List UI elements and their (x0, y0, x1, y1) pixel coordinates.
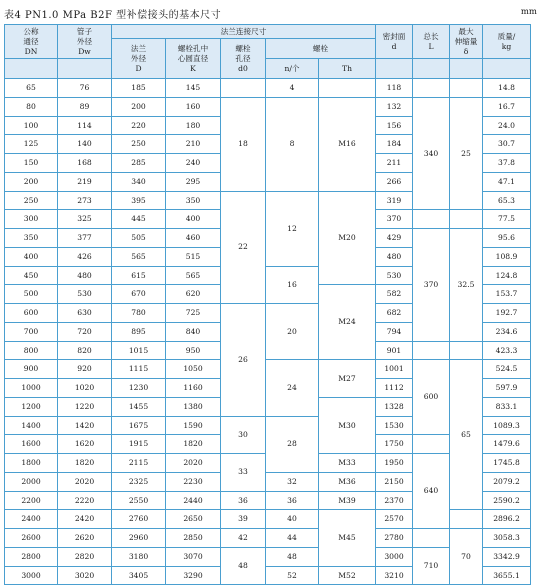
cell-mass: 524.5 (483, 360, 531, 379)
header-k: 螺栓孔中 心圆直径 K (166, 39, 221, 79)
cell-seal: 1328 (376, 397, 413, 416)
cell-k: 1160 (166, 379, 221, 398)
cell-dn: 80 (5, 97, 58, 116)
cell-dw: 89 (58, 97, 112, 116)
cell-mass: 16.7 (483, 97, 531, 116)
cell-d: 340 (112, 172, 166, 191)
cell-th: M20 (319, 191, 376, 285)
cell-seal: 184 (376, 135, 413, 154)
cell-k: 180 (166, 116, 221, 135)
cell-mass: 14.8 (483, 79, 531, 98)
cell-length: 370 (413, 229, 450, 342)
cell-k: 240 (166, 154, 221, 173)
table-row (5, 510, 531, 529)
cell-dn: 200 (5, 172, 58, 191)
cell-d: 1115 (112, 360, 166, 379)
cell-dw: 2420 (58, 510, 112, 529)
cell-k: 350 (166, 191, 221, 210)
cell-d: 3405 (112, 566, 166, 585)
cell-stretch: 32.5 (450, 229, 483, 342)
cell-dn: 2200 (5, 491, 58, 510)
cell-d: 1675 (112, 416, 166, 435)
cell-dw: 1020 (58, 379, 112, 398)
cell-dn: 700 (5, 322, 58, 341)
cell-length (413, 435, 450, 454)
cell-length (413, 210, 450, 229)
cell-seal: 1950 (376, 454, 413, 473)
cell-d: 2960 (112, 529, 166, 548)
cell-dw: 140 (58, 135, 112, 154)
cell-d: 2115 (112, 454, 166, 473)
cell-mass: 37.8 (483, 154, 531, 173)
cell-dw: 219 (58, 172, 112, 191)
cell-dw: 2820 (58, 547, 112, 566)
cell-n: 24 (266, 360, 319, 416)
cell-dw: 820 (58, 341, 112, 360)
cell-dw: 2620 (58, 529, 112, 548)
cell-d0: 48 (221, 547, 266, 585)
cell-seal: 794 (376, 322, 413, 341)
cell-k: 1050 (166, 360, 221, 379)
cell-k: 3070 (166, 547, 221, 566)
header-stretch: 最大 伸缩量 δ (450, 25, 483, 59)
cell-d: 445 (112, 210, 166, 229)
unit-label: mm (520, 7, 537, 17)
cell-dn: 500 (5, 285, 58, 304)
cell-k: 2650 (166, 510, 221, 529)
cell-d0: 33 (221, 454, 266, 492)
cell-th: M52 (319, 566, 376, 585)
cell-dw: 1820 (58, 454, 112, 473)
dimension-table (4, 24, 531, 585)
cell-length: 640 (413, 454, 450, 529)
cell-th: M24 (319, 285, 376, 360)
cell-dn: 350 (5, 229, 58, 248)
cell-seal: 266 (376, 172, 413, 191)
table-caption: 表4 PN1.0 MPa B2F 型补偿接头的基本尺寸 (4, 10, 222, 21)
cell-k: 210 (166, 135, 221, 154)
cell-th (319, 79, 376, 98)
cell-mass: 3058.3 (483, 529, 531, 548)
cell-dn: 1800 (5, 454, 58, 473)
header-d: 法兰 外径 D (112, 39, 166, 79)
cell-mass: 77.5 (483, 210, 531, 229)
cell-mass: 1089.3 (483, 416, 531, 435)
cell-d: 250 (112, 135, 166, 154)
cell-k: 950 (166, 341, 221, 360)
cell-d: 3180 (112, 547, 166, 566)
cell-d: 615 (112, 266, 166, 285)
cell-d: 1915 (112, 435, 166, 454)
cell-dn: 3000 (5, 566, 58, 585)
cell-stretch: 70 (450, 529, 483, 585)
cell-length (413, 529, 450, 548)
cell-length: 710 (413, 547, 450, 585)
cell-mass: 108.9 (483, 247, 531, 266)
cell-mass: 24.0 (483, 116, 531, 135)
cell-dn: 250 (5, 191, 58, 210)
cell-dn: 2000 (5, 472, 58, 491)
cell-seal: 901 (376, 341, 413, 360)
cell-mass: 153.7 (483, 285, 531, 304)
header-flange-group: 法兰连接尺寸 (112, 25, 376, 39)
cell-dn: 300 (5, 210, 58, 229)
cell-d: 1455 (112, 397, 166, 416)
cell-mass: 3342.9 (483, 547, 531, 566)
cell-dw: 2220 (58, 491, 112, 510)
cell-stretch: 65 (450, 360, 483, 510)
cell-k: 3290 (166, 566, 221, 585)
cell-k: 400 (166, 210, 221, 229)
cell-seal: 582 (376, 285, 413, 304)
cell-n: 40 (266, 510, 319, 529)
cell-k: 565 (166, 266, 221, 285)
cell-dn: 900 (5, 360, 58, 379)
cell-seal: 319 (376, 191, 413, 210)
cell-dn: 125 (5, 135, 58, 154)
cell-d: 2760 (112, 510, 166, 529)
cell-dw: 2020 (58, 472, 112, 491)
cell-n: 48 (266, 547, 319, 566)
cell-n: 36 (266, 491, 319, 510)
cell-dn: 1400 (5, 416, 58, 435)
cell-d0: 18 (221, 97, 266, 191)
cell-dw: 530 (58, 285, 112, 304)
cell-th: M45 (319, 510, 376, 566)
cell-dw: 325 (58, 210, 112, 229)
cell-dw: 168 (58, 154, 112, 173)
cell-mass: 2896.2 (483, 510, 531, 529)
cell-k: 2230 (166, 472, 221, 491)
cell-dn: 2600 (5, 529, 58, 548)
header-blank (483, 59, 531, 79)
cell-seal: 1112 (376, 379, 413, 398)
cell-dw: 377 (58, 229, 112, 248)
cell-seal: 530 (376, 266, 413, 285)
cell-dw: 720 (58, 322, 112, 341)
cell-stretch (450, 79, 483, 98)
header-n: n/个 (266, 59, 319, 79)
cell-d: 895 (112, 322, 166, 341)
table-row (5, 360, 531, 379)
cell-k: 2850 (166, 529, 221, 548)
cell-d: 505 (112, 229, 166, 248)
table-row (5, 97, 531, 116)
cell-k: 620 (166, 285, 221, 304)
cell-d0: 22 (221, 191, 266, 304)
cell-seal: 3000 (376, 547, 413, 566)
cell-stretch (450, 341, 483, 360)
cell-dn: 450 (5, 266, 58, 285)
table-row (5, 79, 531, 98)
cell-n: 32 (266, 472, 319, 491)
cell-dw: 480 (58, 266, 112, 285)
header-mass: 质量/ kg (483, 25, 531, 59)
cell-dw: 76 (58, 79, 112, 98)
cell-dn: 1200 (5, 397, 58, 416)
cell-dw: 1420 (58, 416, 112, 435)
cell-n: 52 (266, 566, 319, 585)
header-bolt: 螺栓 (266, 39, 376, 59)
cell-dw: 273 (58, 191, 112, 210)
cell-stretch (450, 510, 483, 529)
cell-dn: 1600 (5, 435, 58, 454)
cell-seal: 429 (376, 229, 413, 248)
cell-n: 12 (266, 191, 319, 266)
cell-dn: 2800 (5, 547, 58, 566)
cell-th: M27 (319, 360, 376, 398)
cell-k: 295 (166, 172, 221, 191)
cell-dn: 800 (5, 341, 58, 360)
cell-k: 1380 (166, 397, 221, 416)
cell-d: 670 (112, 285, 166, 304)
header-seal: 密封面 d (376, 25, 413, 59)
cell-th: M30 (319, 397, 376, 453)
cell-d: 2325 (112, 472, 166, 491)
cell-k: 725 (166, 304, 221, 323)
cell-dw: 3020 (58, 566, 112, 585)
cell-mass: 1745.8 (483, 454, 531, 473)
table-row (5, 529, 531, 548)
table-header (5, 25, 531, 79)
cell-mass: 95.6 (483, 229, 531, 248)
cell-d: 395 (112, 191, 166, 210)
cell-th: M39 (319, 491, 376, 510)
cell-length: 340 (413, 97, 450, 210)
cell-length (413, 79, 450, 98)
cell-d0: 26 (221, 304, 266, 417)
cell-k: 460 (166, 229, 221, 248)
cell-d: 285 (112, 154, 166, 173)
cell-dw: 1620 (58, 435, 112, 454)
header-dw: 管子 外径 Dw (58, 25, 112, 59)
cell-k: 145 (166, 79, 221, 98)
cell-seal: 3210 (376, 566, 413, 585)
cell-seal: 682 (376, 304, 413, 323)
cell-dn: 65 (5, 79, 58, 98)
cell-mass: 2590.2 (483, 491, 531, 510)
header-dn: 公称 通径 DN (5, 25, 58, 59)
header-blank (5, 59, 58, 79)
cell-th: M33 (319, 454, 376, 473)
cell-seal: 211 (376, 154, 413, 173)
cell-d0: 42 (221, 529, 266, 548)
cell-mass: 3655.1 (483, 566, 531, 585)
header-blank (450, 59, 483, 79)
cell-seal: 2570 (376, 510, 413, 529)
cell-seal: 118 (376, 79, 413, 98)
cell-length: 600 (413, 360, 450, 435)
cell-d: 780 (112, 304, 166, 323)
cell-n: 8 (266, 97, 319, 191)
cell-d: 220 (112, 116, 166, 135)
cell-mass: 833.1 (483, 397, 531, 416)
cell-th: M16 (319, 97, 376, 191)
cell-n: 4 (266, 79, 319, 98)
cell-d0 (221, 79, 266, 98)
cell-d: 200 (112, 97, 166, 116)
cell-n: 28 (266, 416, 319, 472)
cell-dw: 426 (58, 247, 112, 266)
cell-dn: 2400 (5, 510, 58, 529)
cell-seal: 1750 (376, 435, 413, 454)
cell-n: 20 (266, 304, 319, 360)
cell-th: M36 (319, 472, 376, 491)
cell-mass: 2079.2 (483, 472, 531, 491)
cell-d: 185 (112, 79, 166, 98)
cell-n: 44 (266, 529, 319, 548)
cell-mass: 192.7 (483, 304, 531, 323)
header-th: Th (319, 59, 376, 79)
cell-stretch (450, 210, 483, 229)
cell-dw: 920 (58, 360, 112, 379)
cell-dn: 600 (5, 304, 58, 323)
cell-length (413, 341, 450, 360)
cell-seal: 2780 (376, 529, 413, 548)
cell-k: 160 (166, 97, 221, 116)
cell-dn: 150 (5, 154, 58, 173)
cell-dw: 1220 (58, 397, 112, 416)
cell-seal: 2150 (376, 472, 413, 491)
cell-dw: 114 (58, 116, 112, 135)
cell-seal: 1001 (376, 360, 413, 379)
cell-d0: 39 (221, 510, 266, 529)
cell-mass: 1479.6 (483, 435, 531, 454)
cell-k: 840 (166, 322, 221, 341)
cell-k: 2440 (166, 491, 221, 510)
cell-seal: 370 (376, 210, 413, 229)
cell-seal: 480 (376, 247, 413, 266)
cell-mass: 124.8 (483, 266, 531, 285)
cell-d0: 36 (221, 491, 266, 510)
cell-k: 1820 (166, 435, 221, 454)
cell-seal: 132 (376, 97, 413, 116)
cell-n: 16 (266, 266, 319, 304)
cell-d: 1230 (112, 379, 166, 398)
cell-dw: 630 (58, 304, 112, 323)
cell-k: 1590 (166, 416, 221, 435)
header-length: 总长 L (413, 25, 450, 59)
header-blank (58, 59, 112, 79)
cell-k: 515 (166, 247, 221, 266)
header-blank (376, 59, 413, 79)
cell-mass: 423.3 (483, 341, 531, 360)
cell-mass: 30.7 (483, 135, 531, 154)
cell-mass: 597.9 (483, 379, 531, 398)
header-d0: 螺栓 孔径 d0 (221, 39, 266, 79)
cell-seal: 156 (376, 116, 413, 135)
cell-d0: 30 (221, 416, 266, 454)
cell-stretch: 25 (450, 97, 483, 210)
cell-mass: 47.1 (483, 172, 531, 191)
cell-dn: 400 (5, 247, 58, 266)
cell-mass: 234.6 (483, 322, 531, 341)
cell-dn: 1000 (5, 379, 58, 398)
cell-seal: 1530 (376, 416, 413, 435)
cell-d: 1015 (112, 341, 166, 360)
cell-seal: 2370 (376, 491, 413, 510)
cell-dn: 100 (5, 116, 58, 135)
cell-mass: 65.3 (483, 191, 531, 210)
cell-d: 565 (112, 247, 166, 266)
cell-d: 2550 (112, 491, 166, 510)
cell-k: 2020 (166, 454, 221, 473)
header-blank (413, 59, 450, 79)
